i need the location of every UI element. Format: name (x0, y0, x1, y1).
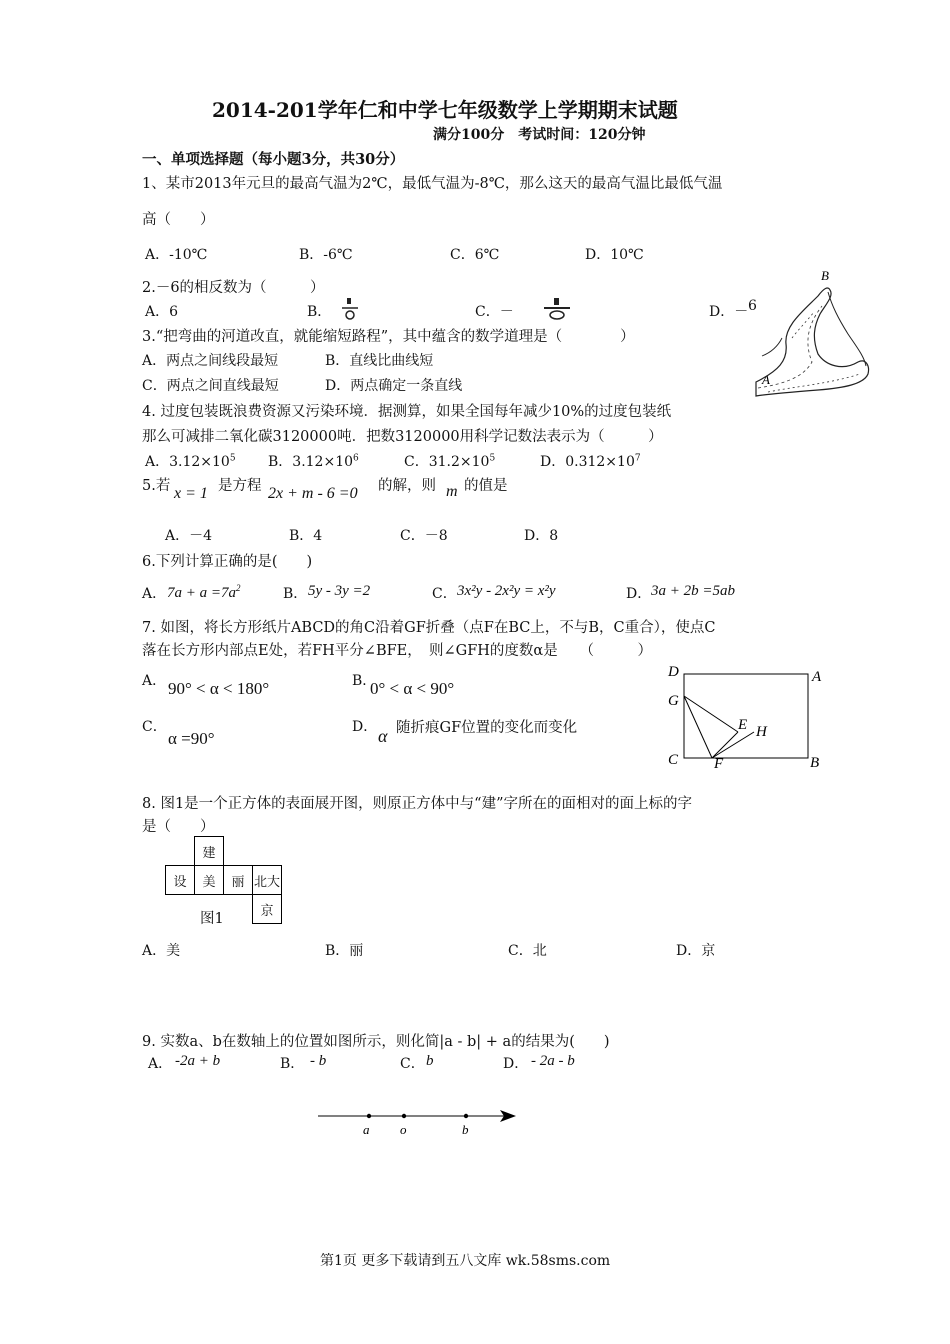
fold-figure (662, 660, 832, 772)
net-cell: 北大 (253, 866, 282, 895)
q9-option-b-label: B． (280, 1056, 305, 1072)
page-title: 2014-201学年仁和中学七年级数学上学期期末试题 (212, 98, 678, 122)
q2-option-a: A．6 (145, 304, 179, 320)
q5-condition: x = 1 (174, 485, 208, 502)
q2-option-d-cut: 6 (748, 298, 757, 314)
q2-option-c: C．－ (475, 304, 514, 320)
q5-option-b: B．4 (289, 528, 323, 544)
q4-stem-line1: 4. 过度包装既浪费资源又污染环境．据测算，如果全国每年减少10%的过度包装纸 (142, 404, 672, 420)
axis-label-b: b (462, 1122, 469, 1137)
section-heading: 一、单项选择题（每小题3分，共30分） (142, 151, 405, 168)
q7-stem-line1: 7. 如图，将长方形纸片ABCD的角C沿着GF折叠（点F在BC上，不与B，C重合），使点C (142, 620, 716, 636)
q8-option-a: A．美 (142, 943, 181, 959)
q4-option-a: A．$3.12\times 10^5$ (145, 453, 236, 470)
q7-option-a-label: A． (142, 673, 167, 689)
q2-fraction-b (340, 296, 360, 322)
q9-option-d-label: D． (503, 1056, 529, 1072)
point-e: E (738, 717, 748, 733)
q1-stem-line1: 1、某市2013年元旦的最高气温为2℃，最低气温为-8℃，那么这天的最高气温比最低气温 (142, 176, 723, 192)
q6-option-b: 5y - 3y =2 (308, 583, 371, 599)
q5-option-c: C．－8 (400, 528, 448, 544)
point-b: B (810, 755, 820, 771)
q5-prefix: 5.若 (142, 478, 171, 494)
q5-equation: 2x + m - 6 =0 (268, 485, 358, 502)
footer: 第1页 更多下载请到五八文库 wk.58sms.com (320, 1253, 611, 1269)
q4-option-c: C．$31.2\times 10^5$ (404, 453, 496, 470)
q1-option-b: B．-6℃ (299, 247, 353, 263)
q6-option-c: 3x²y - 2x²y = x²y (457, 583, 556, 599)
river-label-a: A (762, 372, 770, 387)
q9-option-b: - b (310, 1053, 327, 1069)
q2-option-d: D．－ (709, 304, 749, 320)
q7-option-d-label: D． (352, 719, 378, 735)
q9-option-a: -2a + b (175, 1053, 221, 1069)
q8-option-b: B．丽 (325, 943, 364, 959)
q4-option-d: D．$0.312\times 10^7$ (540, 453, 641, 470)
river-label-b: B (821, 268, 829, 283)
q9-option-c: b (426, 1053, 434, 1069)
axis-label-a: a (363, 1122, 370, 1137)
q5-variable: m (446, 483, 458, 500)
q4-option-b: B．$3.12\times 10^6$ (268, 453, 359, 470)
q7-option-d: 随折痕GF位置的变化而变化 (396, 720, 578, 736)
q2-fraction-c (542, 296, 572, 322)
point-d: D (668, 664, 679, 680)
q7-option-b: 0° < α < 90° (370, 679, 455, 698)
q5-mid: 是方程 (218, 478, 262, 494)
q7-stem-line2: 落在长方形内部点E处，若FH平分∠BFE， 则∠GFH的度数α是 （ ） (142, 643, 652, 659)
q7-option-b-label: B． (352, 673, 377, 689)
q6-option-d-label: D． (626, 586, 652, 602)
q5-end: 的值是 (464, 478, 508, 494)
origin-dot (402, 1114, 406, 1118)
net-cell: 美 (195, 866, 224, 895)
q1-option-a: A．-10℃ (145, 247, 208, 263)
q7-option-c-label: C． (142, 719, 167, 735)
q6-stem: 6.下列计算正确的是( ) (142, 554, 313, 570)
q8-stem-line1: 8. 图1是一个正方体的表面展开图，则原正方体中与“建”字所在的面相对的面上标的字 (142, 796, 692, 812)
q7-option-d-var: α (378, 726, 388, 746)
q3-option-b: B．直线比曲线短 (325, 353, 434, 369)
net-cell: 丽 (224, 866, 253, 895)
q8-option-d: D．京 (676, 943, 716, 959)
q7-option-a: 90° < α < 180° (168, 679, 270, 698)
q6-option-a: $7a + a =7a^2$ (167, 583, 241, 601)
q5-option-a: A．－4 (165, 528, 213, 544)
figure-caption: 图1 (200, 911, 224, 927)
q6-option-d: 3a + 2b =5ab (651, 583, 735, 599)
point-a-dot (367, 1114, 371, 1118)
q4-stem-line2: 那么可减排二氧化碳3120000吨．把数3120000用科学记数法表示为（ ） (142, 429, 663, 445)
fold-line-fh (712, 732, 754, 758)
q3-stem: 3.“把弯曲的河道改直，就能缩短路程”，其中蕴含的数学道理是（ ） (142, 329, 635, 345)
net-cell-bottom: 京 (253, 895, 282, 924)
q9-option-a-label: A． (148, 1056, 173, 1072)
net-cell-top: 建 (195, 837, 224, 866)
q3-option-d: D．两点确定一条直线 (325, 378, 463, 394)
q6-option-a-label: A． (142, 586, 167, 602)
q5-option-d: D．8 (524, 528, 559, 544)
q9-stem: 9. 实数a、b在数轴上的位置如图所示，则化简|a - b| + a的结果为( ) (142, 1034, 610, 1050)
q1-option-d: D．10℃ (585, 247, 644, 263)
q2-option-b: B． (307, 304, 332, 320)
q9-option-d: - 2a - b (531, 1053, 575, 1069)
q1-stem-line2: 高（ ） (142, 212, 215, 228)
number-line (312, 1104, 522, 1138)
axis-label-o: o (400, 1122, 407, 1137)
q6-option-b-label: B． (283, 586, 308, 602)
q3-option-a: A．两点之间线段最短 (142, 353, 279, 369)
point-h: H (756, 724, 767, 740)
point-g: G (668, 693, 679, 709)
point-f: F (714, 756, 724, 772)
q5-suffix: 的解，则 (378, 478, 436, 494)
point-a: A (812, 669, 822, 685)
exam-info: 满分100分 考试时间：120分钟 (433, 127, 646, 143)
net-cell: 设 (166, 866, 195, 895)
river-figure (748, 266, 878, 416)
q3-option-c: C．两点之间直线最短 (142, 378, 279, 394)
q6-option-c-label: C． (432, 586, 457, 602)
q9-option-c-label: C． (400, 1056, 425, 1072)
q8-stem-line2: 是（ ） (142, 819, 215, 835)
q1-option-c: C．6℃ (450, 247, 500, 263)
q2-stem: 2.－6的相反数为（ ） (142, 280, 325, 296)
point-b-dot (464, 1114, 468, 1118)
q8-option-c: C．北 (508, 943, 547, 959)
q7-option-c: α =90° (168, 729, 215, 748)
fold-line-ef (712, 732, 738, 758)
point-c: C (668, 752, 679, 768)
